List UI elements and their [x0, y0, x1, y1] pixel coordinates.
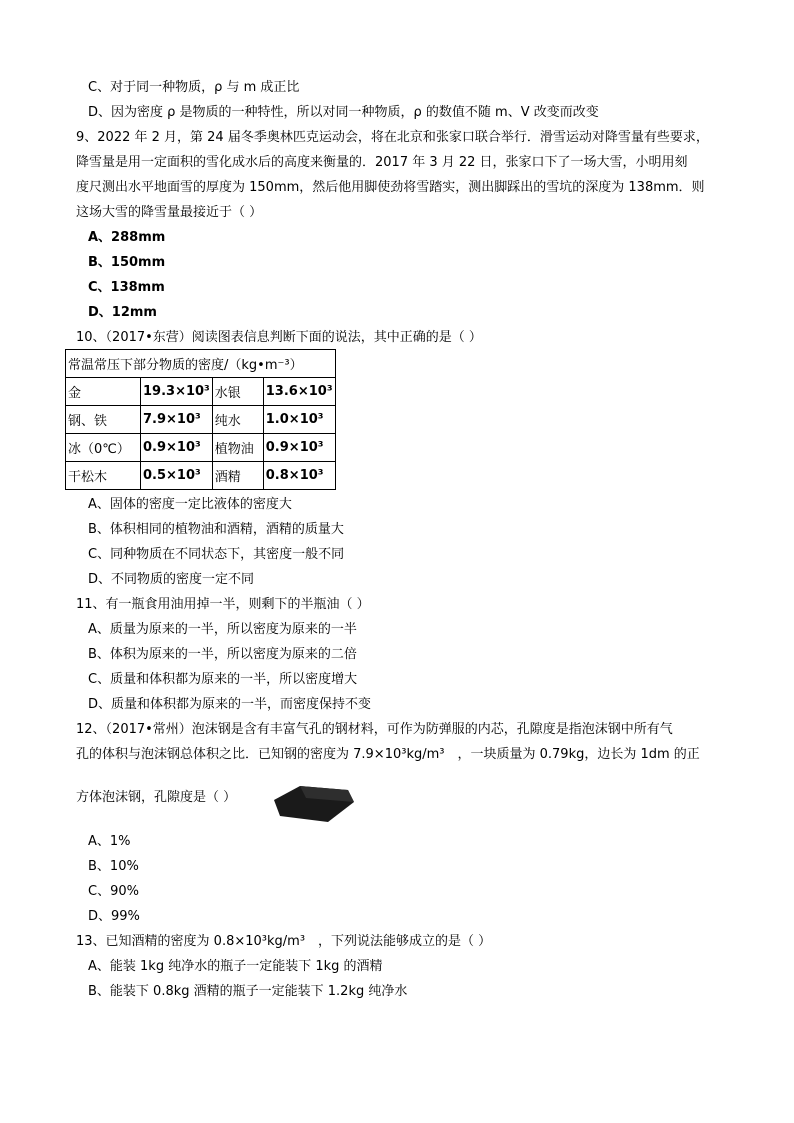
- table-cell: 干松木: [66, 462, 141, 490]
- q10-option-c: C、同种物质在不同状态下，其密度一般不同: [88, 547, 345, 562]
- table-cell: 金: [66, 378, 141, 406]
- q12-option-c: C、90%: [88, 884, 139, 899]
- table-cell: 钢、铁: [66, 406, 141, 434]
- q8-option-c: C、对于同一种物质，ρ 与 m 成正比: [88, 80, 300, 95]
- table-cell: 酒精: [212, 462, 263, 490]
- table-row: [66, 406, 336, 434]
- q12-option-b: B、10%: [88, 859, 139, 874]
- q12-text-1: 12、（2017•常州）泡沫钢是含有丰富气孔的钢材料，可作为防弹服的内芯，孔隙度是指泡沫钢中所有气: [76, 722, 673, 737]
- q9-option-d: D、12mm: [88, 305, 157, 320]
- table-cell: 0.9×10³: [141, 434, 213, 462]
- q11-option-d: D、质量和体积都为原来的一半，而密度保持不变: [88, 697, 372, 712]
- density-table: [65, 349, 336, 490]
- q9-option-b: B、150mm: [88, 255, 166, 270]
- table-cell: 19.3×10³: [141, 378, 213, 406]
- q12-text-3: 方体泡沫钢，孔隙度是（ ）: [76, 790, 237, 805]
- table-row: [66, 462, 336, 490]
- table-cell: 0.8×10³: [263, 462, 335, 490]
- q10-text: 10、（2017•东营）阅读图表信息判断下面的说法，其中正确的是（ ）: [76, 330, 482, 345]
- q10-option-d: D、不同物质的密度一定不同: [88, 572, 255, 587]
- q8-option-d: D、因为密度 ρ 是物质的一种特性，所以对同一种物质，ρ 的数值不随 m、V 改变而改变: [88, 105, 599, 120]
- table-cell: 植物油: [212, 434, 263, 462]
- table-row: [66, 434, 336, 462]
- table-title: 常温常压下部分物质的密度/（kg•m⁻³）: [66, 350, 336, 378]
- q9-option-a: A、288mm: [88, 230, 166, 245]
- table-row: [66, 378, 336, 406]
- q11-option-b: B、体积为原来的一半，所以密度为原来的二倍: [88, 647, 357, 662]
- q13-text: 13、已知酒精的密度为 0.8×10³kg/m³ ，下列说法能够成立的是（ ）: [76, 934, 492, 949]
- q9-text-3: 度尺测出水平地面雪的厚度为 150mm，然后他用脚使劲将雪踏实，测出脚踩出的雪坑的深度为 138mm．则: [76, 180, 705, 195]
- q13-option-b: B、能装下 0.8kg 酒精的瓶子一定能装下 1.2kg 纯净水: [88, 984, 408, 999]
- q9-text-1: 9、2022 年 2 月，第 24 届冬季奥林匹克运动会，将在北京和张家口联合举行．滑雪运动对降雪量有些要求，: [76, 130, 709, 145]
- foam-steel-cube-image: [270, 782, 356, 826]
- table-cell: 纯水: [212, 406, 263, 434]
- table-cell: 1.0×10³: [263, 406, 335, 434]
- q12-option-d: D、99%: [88, 909, 140, 924]
- q12-text-2: 孔的体积与泡沫钢总体积之比．已知钢的密度为 7.9×10³kg/m³ ，一块质量为 0.79kg，边长为 1dm 的正: [76, 747, 700, 762]
- table-cell: 7.9×10³: [141, 406, 213, 434]
- table-cell: 水银: [212, 378, 263, 406]
- q9-text-4: 这场大雪的降雪量最接近于（ ）: [76, 205, 263, 220]
- table-cell: 0.9×10³: [263, 434, 335, 462]
- table-title-row: [66, 350, 336, 378]
- q11-text: 11、有一瓶食用油用掉一半，则剩下的半瓶油（ ）: [76, 597, 370, 612]
- table-cell: 0.5×10³: [141, 462, 213, 490]
- q11-option-c: C、质量和体积都为原来的一半，所以密度增大: [88, 672, 358, 687]
- q12-option-a: A、1%: [88, 834, 131, 849]
- q9-text-2: 降雪量是用一定面积的雪化成水后的高度来衡量的．2017 年 3 月 22 日，张家口下了一场大雪，小明用刻: [76, 155, 688, 170]
- table-cell: 冰（0℃）: [66, 434, 141, 462]
- q13-option-a: A、能装 1kg 纯净水的瓶子一定能装下 1kg 的酒精: [88, 959, 383, 974]
- q10-option-b: B、体积相同的植物油和酒精，酒精的质量大: [88, 522, 344, 537]
- table-cell: 13.6×10³: [263, 378, 335, 406]
- q11-option-a: A、质量为原来的一半，所以密度为原来的一半: [88, 622, 357, 637]
- q9-option-c: C、138mm: [88, 280, 165, 295]
- q10-option-a: A、固体的密度一定比液体的密度大: [88, 497, 292, 512]
